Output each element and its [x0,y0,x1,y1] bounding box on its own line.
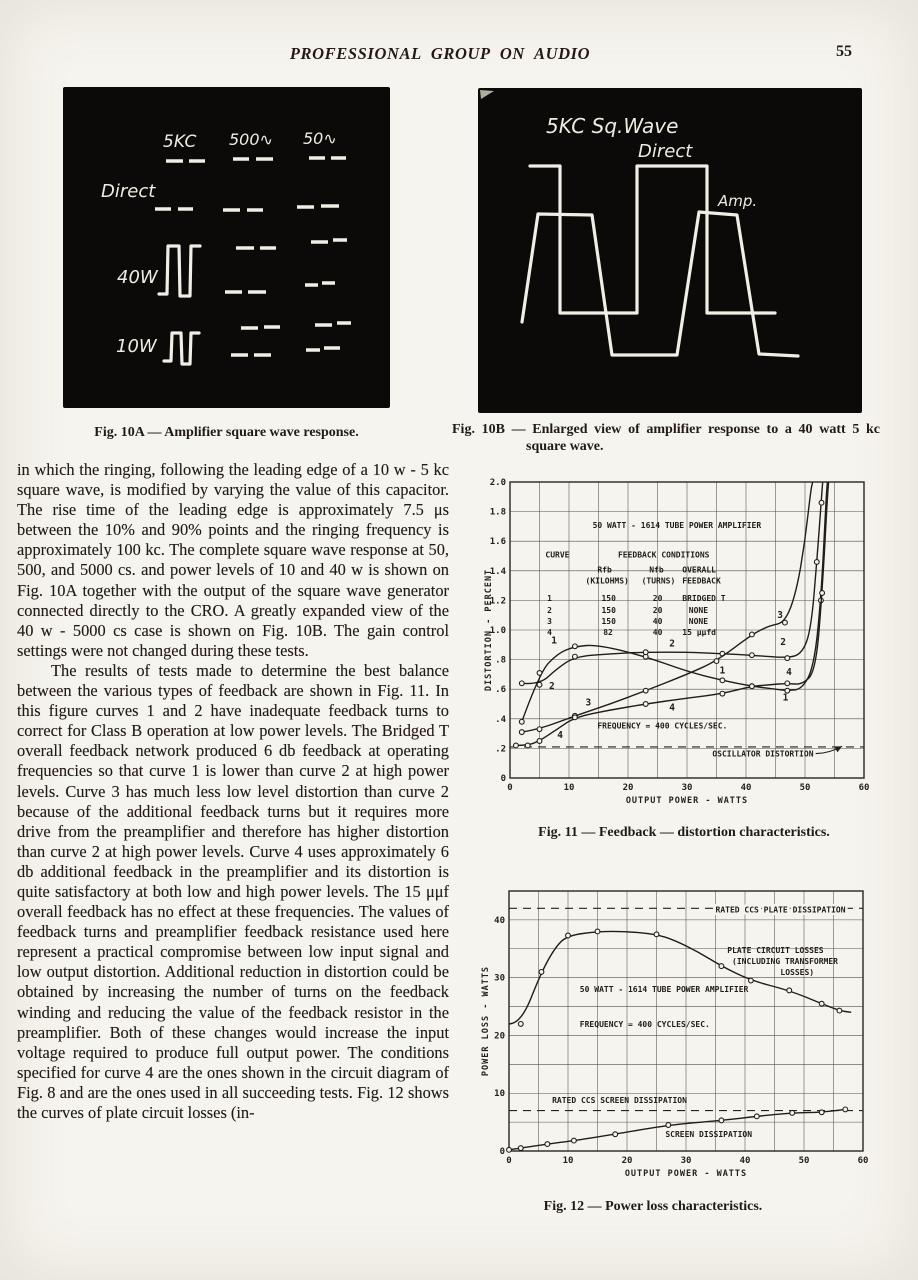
x-tick-label: 60 [857,1156,869,1166]
power-label-10w: 10W [116,336,157,357]
curve-number-label: 4 [786,667,792,679]
fig12-caption: Fig. 12 — Power loss characteristics. [543,1199,763,1214]
screen-dissipation-data-point [719,1118,724,1123]
direct-trace-dashes [155,158,346,210]
chart-annotation: FREQUENCY = 400 CYCLES/SEC. [597,721,728,731]
x-tick-label: 0 [506,1156,512,1166]
chart-annotation: 150 [601,617,616,627]
y-tick-label: 1.6 [489,537,506,548]
curve-2-data-point [750,653,755,658]
direct-label: Direct [638,141,693,162]
x-axis-label: OUTPUT POWER - WATTS [624,1169,748,1179]
oscilloscope-photo-10a [63,87,390,408]
chart-annotation: CURVE [545,550,570,560]
screen-dissipation-data-point [666,1123,671,1128]
chart-annotation: 2 [547,605,552,615]
fig12-power-loss-chart [480,883,886,1191]
chart-annotation: 40 [652,628,663,638]
y-tick-label: .8 [495,655,506,666]
screen-dissipation-data-point [518,1146,523,1151]
y-tick-label: 10 [494,1089,505,1100]
y-axis-label: DISTORTION - PERCENT [484,568,494,692]
plate-circuit-losses-data-point [654,932,659,937]
body-paragraph-1: in which the ringing, following the leading edge of a 10 w - 5 kc square wave, is modified by varying the value of this capacitor. The rise time of the leading edge is approximately 7.5 μs between the 10% and 90% points and the ringing frequency is approximately 100 kc. The complete square wave response at 50, 500, and 5000 cs. and power levels of 10 and 40 w is shown on Fig. 10A together with the output of the square wave generator connected directly to the CRO. A greatly expanded view of the 40 w - 5000 cs case is shown on Fig. 10B. The gain control settings were not changed during these tests. [17,460,449,660]
curve-3-data-point [714,659,719,664]
amplifier-square-wave-trace [522,212,798,356]
x-tick-label: 40 [740,783,752,793]
scope-trace-graphic-10a [63,87,390,408]
fig10a-caption: Fig. 10A — Amplifier square wave response. [94,425,359,440]
direct-label: Direct [101,181,156,202]
chart-annotation: NONE [688,617,709,627]
curve-4-data-point [537,739,542,744]
y-tick-label: 40 [494,915,505,926]
chart-annotation: OSCILLATOR DISTORTION [712,749,814,759]
scope-trace-graphic-10b [478,88,862,413]
square-wave-trace-40w [159,246,200,296]
screen-dissipation-data-point [545,1142,550,1147]
x-tick-label: 50 [799,783,811,793]
plate-circuit-losses-data-point [566,933,571,938]
screen-dissipation-data-point [572,1138,577,1143]
y-tick-label: 0 [500,774,506,784]
chart-annotation: (TURNS) [641,576,676,586]
curve-number-label: 1 [551,635,558,647]
freq-label-5kc: 5KC [163,132,197,152]
plate-circuit-losses-data-point [787,988,792,993]
chart-annotation: (INCLUDING TRANSFORMER [732,956,838,966]
amplifier-trace-dashes [225,240,351,355]
x-tick-label: 60 [858,783,870,793]
y-tick-label: .2 [495,744,506,755]
x-tick-label: 10 [562,1156,574,1166]
curve-4-data-point [785,681,790,686]
screen-dissipation-data-point [507,1147,512,1152]
y-tick-label: .4 [495,714,506,725]
fig11-distortion-chart [483,470,885,818]
chart-annotation: 40 [652,617,663,627]
curve-3-data-point [643,688,648,693]
screen-dissipation-data-point [790,1110,795,1115]
screen-dissipation-data-point [754,1114,759,1119]
plate-circuit-losses-data-point [837,1008,842,1013]
chart-annotation: 50 WATT - 1614 TUBE POWER AMPLIFIER [579,985,749,995]
y-axis-label: POWER LOSS - WATTS [481,965,491,1077]
curve-2-data-point [814,560,819,565]
plate-circuit-losses-data-point [595,929,600,934]
x-tick-label: 10 [563,783,575,793]
curve-number-label: 2 [669,638,676,650]
plate-circuit-losses-data-point [819,1001,824,1006]
chart-annotation: 20 [652,594,663,604]
curve-number-label: 3 [777,610,784,622]
chart-annotation: OVERALL [682,565,716,575]
x-tick-label: 20 [621,1156,633,1166]
chart-annotation: NONE [688,605,709,615]
curve-1-data-point [519,719,524,724]
chart-annotation: 50 WATT - 1614 TUBE POWER AMPLIFIER [592,520,762,530]
curve-2-data-point [785,656,790,661]
screen-dissipation-data-point [819,1110,824,1115]
chart-annotation: 20 [652,605,663,615]
y-tick-label: 1.2 [489,596,506,607]
page-number: 55 [836,43,852,60]
curve-number-label: 2 [780,636,786,648]
curve-number-label: 4 [669,702,676,714]
chart-annotation: Rfb [597,565,612,575]
x-tick-label: 0 [507,783,513,793]
curve-3-curve [522,482,813,732]
curve-1-data-point [573,644,578,649]
plate-circuit-losses-data-point [539,969,544,974]
x-tick-label: 30 [681,783,693,793]
x-tick-label: 40 [739,1156,751,1166]
chart-annotation: PLATE CIRCUIT LOSSES [727,945,824,955]
y-tick-label: 2.0 [489,478,506,488]
chart-annotation: FEEDBACK [682,576,721,586]
chart-annotation: (KILOHMS) [585,576,629,586]
curve-number-label: 3 [585,697,592,709]
curve-4-data-point [750,684,755,689]
screen-dissipation-data-point [613,1132,618,1137]
curve-number-label: 1 [719,665,726,677]
chart-annotation: SCREEN DISSIPATION [665,1130,753,1140]
curve-4-data-point [820,591,825,596]
sq-wave-title-label: 5KC Sq.Wave [546,114,679,138]
chart-annotation: 1 [547,594,552,604]
curve-2-data-point [573,654,578,659]
chart-annotation: RATED CCS SCREEN DISSIPATION [552,1096,687,1106]
curve-4-data-point [643,702,648,707]
x-tick-label: 30 [680,1156,692,1166]
x-axis-label: OUTPUT POWER - WATTS [625,796,749,806]
square-wave-trace-10w [164,333,199,364]
chart-annotation: LOSSES) [780,967,815,977]
scan-artifact [480,90,494,99]
fig10b-caption: Fig. 10B — Enlarged view of amplifier response to a 40 watt 5 kc square wave. [452,422,880,454]
curve-2-data-point [643,650,648,655]
chart-annotation: 4 [547,628,552,638]
curve-2-data-point [519,681,524,686]
plate-circuit-losses-data-point [518,1021,523,1026]
freq-label-500: 500∿ [229,130,273,149]
curve-3-data-point [519,730,524,735]
y-tick-label: 0 [499,1147,505,1157]
power-label-40w: 40W [117,267,158,288]
y-tick-label: 1.8 [489,507,506,518]
curve-number-label: 4 [557,730,563,742]
amp-label: Amp. [718,192,758,210]
body-text-column [17,460,449,1123]
journal-title: PROFESSIONAL GROUP ON AUDIO [289,44,591,63]
curve-2-data-point [819,500,824,505]
chart-annotation: 15 μμfd [682,628,716,638]
x-tick-label: 20 [622,783,634,793]
oscilloscope-photo-10b [478,88,862,413]
curve-4-data-point [525,743,530,748]
chart-annotation: FREQUENCY = 400 CYCLES/SEC. [579,1019,710,1029]
plate-circuit-losses-data-point [749,978,754,983]
chart-annotation: Nfb [649,565,664,575]
fig11-caption: Fig. 11 — Feedback — distortion characteristics. [538,825,830,840]
curve-2-data-point [537,682,542,687]
screen-dissipation-data-point [843,1107,848,1112]
freq-label-50: 50∿ [303,129,337,148]
chart-annotation: 150 [601,605,616,615]
x-tick-label: 50 [798,1156,810,1166]
curve-4-data-point [720,691,725,696]
curve-3-data-point [783,620,788,625]
body-paragraph-2: The results of tests made to determine the best balance between the various types of feedback are shown in Fig. 11. In this figure curves 1 and 2 have inadequate feedback turns to correct for Class B operation at low power levels. The Bridged T overall feedback network produced 6 db feedback at operating frequencies so that curve 1 is lower than curve 2 at high power levels. Curve 3 has much less low level distortion than curve 2 because of the additional feedback turns but it requires more drive from the preamplifier and therefore has higher distortion than curve 2 at high power levels. Curve 4 uses approximately 6 db additional feedback in the preamplifier and its distortion is quite satisfactory at both low and high power levels. The 15 μμf overall feedback has no effect at these frequencies. The values of feedback turns and preamplifier feedback resistance used here represent a practical compromise between low input signal and low output distortion. Additional reduction in distortion could be obtained by increasing the number of turns on the feedback winding and reducing the value of the feedback resistor in the preamplifier. Both of these changes would increase the input voltage required to produce full output power. The conditions specified for curve 4 are the ones shown in the circuit diagram of Fig. 8 and are the ones used in all succeeding tests. Fig. 12 shows the curves of plate circuit losses (in- [17,660,449,1122]
curve-3-data-point [537,727,542,732]
curve-4-data-point [573,715,578,720]
chart-annotation: 82 [603,628,613,638]
chart-annotation: 3 [547,617,552,627]
y-tick-label: 20 [494,1031,505,1042]
curve-1-data-point [720,678,725,683]
y-tick-label: 30 [494,973,505,984]
curve-number-label: 1 [782,692,789,704]
y-tick-label: 1.0 [489,626,506,636]
chart-annotation: RATED CCS PLATE DISSIPATION [715,905,846,915]
curve-1-curve [522,482,828,722]
chart-annotation: FEEDBACK CONDITIONS [617,550,710,560]
curve-3-data-point [750,632,755,637]
curve-1-data-point [537,671,542,676]
y-tick-label: .6 [495,685,506,696]
curve-number-label: 2 [548,681,555,693]
plate-circuit-losses-data-point [719,964,724,969]
curve-4-data-point [514,743,519,748]
y-tick-label: 1.4 [489,566,506,577]
direct-square-wave-trace [530,166,775,313]
chart-annotation: 150 [601,594,616,604]
chart-annotation: BRIDGED T [682,594,726,604]
